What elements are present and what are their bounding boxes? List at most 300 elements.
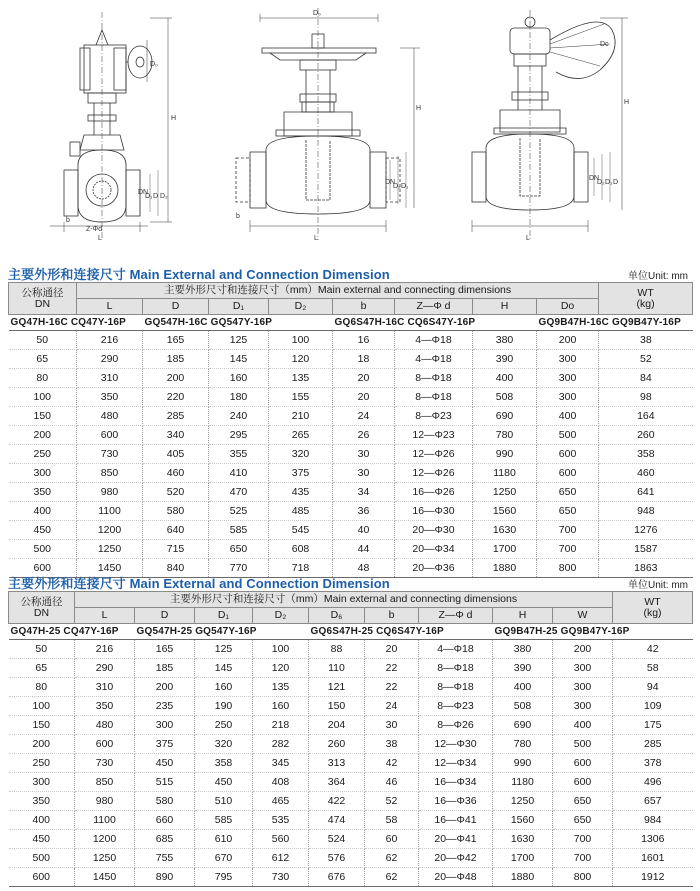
table-cell: 350 — [75, 697, 135, 716]
table-cell: 545 — [269, 521, 333, 540]
table-cell: 52 — [365, 792, 419, 811]
column-header: D — [143, 299, 209, 315]
table-cell: 375 — [269, 464, 333, 483]
table-cell: 380 — [473, 331, 537, 350]
table-cell: 390 — [473, 350, 537, 369]
section2-unit: 单位Unit: mm — [628, 580, 688, 591]
table-row — [9, 483, 693, 502]
table-cell: 500 — [537, 426, 599, 445]
table-cell: 16—Φ30 — [395, 502, 473, 521]
table-cell: 94 — [613, 678, 693, 697]
table-body — [9, 331, 693, 578]
label-dn-left: DN — [138, 189, 149, 196]
table-cell: 4—Φ18 — [419, 640, 493, 659]
table-cell: 160 — [195, 678, 253, 697]
table-cell: 364 — [309, 773, 365, 792]
label-dn-middle: DN — [385, 179, 396, 186]
table-cell: 500 — [9, 849, 75, 868]
table-cell: 410 — [209, 464, 269, 483]
table-cell: 20 — [365, 640, 419, 659]
table-cell: 58 — [613, 659, 693, 678]
table-cell: 20—Φ34 — [395, 540, 473, 559]
table-cell: 1630 — [493, 830, 553, 849]
table-cell: 600 — [9, 868, 75, 887]
table-cell: 20—Φ41 — [419, 830, 493, 849]
table-cell: 1912 — [613, 868, 693, 887]
column-headers — [9, 299, 693, 315]
drawing-right-valve — [472, 10, 629, 242]
label-d2-right: D₂ — [597, 179, 605, 186]
section1-header — [8, 264, 692, 282]
table-cell: 36 — [333, 502, 395, 521]
table-cell: 8—Φ26 — [419, 716, 493, 735]
table-cell: 150 — [309, 697, 365, 716]
table-cell: 235 — [135, 697, 195, 716]
table-cell: 422 — [309, 792, 365, 811]
dn-header-label: 公称通径 — [20, 595, 63, 608]
table-cell: 8—Φ18 — [395, 388, 473, 407]
table-cell: 216 — [77, 331, 143, 350]
table-cell: 1306 — [613, 830, 693, 849]
table-row — [9, 540, 693, 559]
table-cell: 600 — [553, 754, 613, 773]
table-cell: 496 — [613, 773, 693, 792]
table-row — [9, 369, 693, 388]
table-cell: 1880 — [473, 559, 537, 578]
model-label: GQ6S47H-16C CQ6S47Y-16P — [333, 315, 537, 331]
table-cell: 405 — [143, 445, 209, 464]
table-cell: 65 — [9, 659, 75, 678]
table-cell: 135 — [253, 678, 309, 697]
dn-header-sub: DN — [33, 606, 50, 619]
model-label: GQ547H-25 GQ547Y-16P — [135, 624, 309, 640]
table-cell: 8—Φ18 — [419, 678, 493, 697]
table-cell: 480 — [75, 716, 135, 735]
table-cell: 30 — [333, 445, 395, 464]
table-cell: 310 — [75, 678, 135, 697]
model-row — [9, 624, 693, 640]
table-cell: 164 — [599, 407, 693, 426]
table-cell: 150 — [9, 716, 75, 735]
table-cell: 218 — [253, 716, 309, 735]
table-cell: 435 — [269, 483, 333, 502]
column-header: b — [365, 608, 419, 624]
table-cell: 355 — [209, 445, 269, 464]
table-row — [9, 678, 693, 697]
column-header: b — [333, 299, 395, 315]
table-cell: 580 — [135, 792, 195, 811]
table-cell: 300 — [9, 464, 77, 483]
group-header: 主要外形尺寸和连接尺寸（mm）Main external and connecting dimensions — [77, 283, 599, 299]
table-cell: 610 — [195, 830, 253, 849]
table-row — [9, 388, 693, 407]
label-d0-left: D₀ — [150, 61, 158, 68]
table-cell: 1250 — [493, 792, 553, 811]
table-cell: 285 — [613, 735, 693, 754]
table-cell: 120 — [269, 350, 333, 369]
dn-header-label: 公称通径 — [21, 286, 64, 299]
table-cell: 358 — [195, 754, 253, 773]
table-cell: 24 — [333, 407, 395, 426]
dimension-table-2 — [8, 591, 693, 887]
table-cell: 612 — [253, 849, 309, 868]
model-label: GQ47H-16C CQ47Y-16P — [9, 315, 143, 331]
model-label: GQ47H-25 CQ47Y-16P — [9, 624, 135, 640]
table-cell: 465 — [253, 792, 309, 811]
table-cell: 450 — [9, 830, 75, 849]
table-row — [9, 502, 693, 521]
model-label: GQ9B47H-25 GQ9B47Y-16P — [493, 624, 693, 640]
table-cell: 350 — [9, 792, 75, 811]
table-cell: 220 — [143, 388, 209, 407]
table-cell: 600 — [75, 735, 135, 754]
table-cell: 204 — [309, 716, 365, 735]
table-cell: 20 — [333, 369, 395, 388]
table-cell: 718 — [269, 559, 333, 578]
table-cell: 52 — [599, 350, 693, 369]
column-header: D₆ — [309, 608, 365, 624]
table-cell: 300 — [537, 388, 599, 407]
table-cell: 600 — [553, 773, 613, 792]
table-cell: 641 — [599, 483, 693, 502]
table-cell: 600 — [537, 464, 599, 483]
table-cell: 240 — [209, 407, 269, 426]
table-cell: 200 — [9, 426, 77, 445]
wt-header-label: WT — [637, 286, 654, 299]
table-cell: 990 — [493, 754, 553, 773]
table-cell: 125 — [209, 331, 269, 350]
table-cell: 535 — [253, 811, 309, 830]
label-d-right: D — [613, 179, 619, 186]
table-row — [9, 659, 693, 678]
table-cell: 216 — [75, 640, 135, 659]
label-l-right: L — [526, 235, 530, 242]
label-h-right: H — [624, 99, 630, 106]
table-cell: 400 — [9, 811, 75, 830]
table-cell: 1250 — [77, 540, 143, 559]
label-h-middle: H — [416, 105, 422, 112]
table-cell: 65 — [9, 350, 77, 369]
table-cell: 185 — [135, 659, 195, 678]
table-cell: 310 — [77, 369, 143, 388]
table-cell: 657 — [613, 792, 693, 811]
table-cell: 650 — [553, 792, 613, 811]
column-header: Z—Φ d — [395, 299, 473, 315]
table-cell: 12—Φ26 — [395, 464, 473, 483]
table-cell: 608 — [269, 540, 333, 559]
dn-header — [9, 592, 75, 624]
table-cell: 470 — [209, 483, 269, 502]
table-row — [9, 331, 693, 350]
table-cell: 110 — [309, 659, 365, 678]
table-cell: 890 — [135, 868, 195, 887]
table-cell: 22 — [365, 678, 419, 697]
table-cell: 250 — [195, 716, 253, 735]
table-cell: 120 — [253, 659, 309, 678]
table-cell: 200 — [135, 678, 195, 697]
table-cell: 16—Φ26 — [395, 483, 473, 502]
table-cell: 8—Φ23 — [395, 407, 473, 426]
section1-unit: 单位Unit: mm — [628, 271, 688, 282]
table-cell: 165 — [143, 331, 209, 350]
table-cell: 400 — [493, 678, 553, 697]
table-cell: 250 — [9, 754, 75, 773]
table-cell: 840 — [143, 559, 209, 578]
table-cell: 20 — [333, 388, 395, 407]
table-cell: 1450 — [77, 559, 143, 578]
label-l-left: L — [98, 235, 102, 242]
table-cell: 84 — [599, 369, 693, 388]
table-cell: 990 — [473, 445, 537, 464]
table-cell: 400 — [553, 716, 613, 735]
table-cell: 60 — [365, 830, 419, 849]
table-cell: 300 — [553, 678, 613, 697]
label-d2-left: D₂ — [160, 193, 168, 200]
table-row — [9, 350, 693, 369]
table-cell: 1700 — [493, 849, 553, 868]
table-cell: 109 — [613, 697, 693, 716]
table-cell: 780 — [493, 735, 553, 754]
table-cell: 1100 — [77, 502, 143, 521]
table-cell: 510 — [195, 792, 253, 811]
table-cell: 62 — [365, 849, 419, 868]
table-cell: 300 — [553, 659, 613, 678]
table-row — [9, 754, 693, 773]
table-cell: 1630 — [473, 521, 537, 540]
table-row — [9, 426, 693, 445]
group-header: 主要外形尺寸和连接尺寸（mm）Main external and connecting dimensions — [75, 592, 613, 608]
table-cell: 525 — [209, 502, 269, 521]
table-cell: 480 — [77, 407, 143, 426]
label-zphid-left: Z-Φd — [86, 226, 103, 233]
table-cell: 160 — [253, 697, 309, 716]
table-cell: 1276 — [599, 521, 693, 540]
table-cell: 795 — [195, 868, 253, 887]
table-cell: 320 — [195, 735, 253, 754]
table-cell: 450 — [9, 521, 77, 540]
model-label: GQ547H-16C GQ547Y-16P — [143, 315, 333, 331]
column-header: D₂ — [269, 299, 333, 315]
table-cell: 50 — [9, 640, 75, 659]
table-cell: 640 — [143, 521, 209, 540]
table-cell: 600 — [9, 559, 77, 578]
model-row — [9, 315, 693, 331]
wt-header-label: WT — [644, 595, 661, 608]
table-cell: 8—Φ18 — [419, 659, 493, 678]
label-d1-left: D₁ — [145, 193, 153, 200]
table-cell: 380 — [493, 640, 553, 659]
table-cell: 20—Φ48 — [419, 868, 493, 887]
table-cell: 980 — [77, 483, 143, 502]
dn-header — [9, 283, 77, 315]
table-cell: 40 — [333, 521, 395, 540]
table-cell: 358 — [599, 445, 693, 464]
table-cell: 58 — [365, 811, 419, 830]
table-cell: 8—Φ18 — [395, 369, 473, 388]
column-header: D₁ — [209, 299, 269, 315]
drawing-left-valve — [50, 12, 176, 242]
table-cell: 670 — [195, 849, 253, 868]
table-cell: 250 — [9, 445, 77, 464]
table-cell: 12—Φ23 — [395, 426, 473, 445]
table-row — [9, 407, 693, 426]
table-cell: 46 — [365, 773, 419, 792]
table-cell: 22 — [365, 659, 419, 678]
table-cell: 30 — [365, 716, 419, 735]
table-row — [9, 464, 693, 483]
table-cell: 100 — [9, 388, 77, 407]
table-cell: 1200 — [75, 830, 135, 849]
table-cell: 700 — [553, 849, 613, 868]
table-cell: 948 — [599, 502, 693, 521]
table-cell: 600 — [77, 426, 143, 445]
table-cell: 50 — [9, 331, 77, 350]
table-cell: 1601 — [613, 849, 693, 868]
table-cell: 98 — [599, 388, 693, 407]
table-cell: 700 — [537, 521, 599, 540]
table-cell: 180 — [209, 388, 269, 407]
table-row — [9, 830, 693, 849]
table-cell: 175 — [613, 716, 693, 735]
table-cell: 378 — [613, 754, 693, 773]
table-row — [9, 849, 693, 868]
table-cell: 190 — [195, 697, 253, 716]
table-cell: 500 — [9, 540, 77, 559]
table-cell: 576 — [309, 849, 365, 868]
table-cell: 100 — [269, 331, 333, 350]
table-cell: 730 — [77, 445, 143, 464]
table-cell: 690 — [493, 716, 553, 735]
table-cell: 350 — [77, 388, 143, 407]
table-cell: 38 — [599, 331, 693, 350]
dn-header-sub: DN — [34, 297, 51, 310]
table-cell: 4—Φ18 — [395, 350, 473, 369]
table-cell: 1587 — [599, 540, 693, 559]
table-cell: 340 — [143, 426, 209, 445]
table-cell: 300 — [9, 773, 75, 792]
table-cell: 560 — [253, 830, 309, 849]
label-d1-middle: D₁ — [401, 183, 409, 190]
table-cell: 1560 — [473, 502, 537, 521]
table-cell: 515 — [135, 773, 195, 792]
table-row — [9, 521, 693, 540]
table-row — [9, 640, 693, 659]
table-cell: 48 — [333, 559, 395, 578]
table-cell: 200 — [143, 369, 209, 388]
table-cell: 585 — [195, 811, 253, 830]
label-b-left: b — [66, 217, 70, 224]
column-header: H — [473, 299, 537, 315]
table-cell: 200 — [9, 735, 75, 754]
table-cell: 12—Φ30 — [419, 735, 493, 754]
table-cell: 1880 — [493, 868, 553, 887]
table-cell: 20—Φ36 — [395, 559, 473, 578]
table-cell: 20—Φ30 — [395, 521, 473, 540]
column-headers — [9, 608, 693, 624]
table-cell: 155 — [269, 388, 333, 407]
column-header: Z—Φ d — [419, 608, 493, 624]
table-cell: 260 — [309, 735, 365, 754]
section2-title: 主要外形和连接尺寸 Main External and Connection Dimension — [8, 576, 390, 591]
table-cell: 200 — [553, 640, 613, 659]
table-cell: 390 — [493, 659, 553, 678]
label-d-left: D — [153, 193, 159, 200]
table-cell: 408 — [253, 773, 309, 792]
table-cell: 145 — [209, 350, 269, 369]
table-cell: 30 — [333, 464, 395, 483]
valve-drawings — [0, 0, 700, 262]
wt-header-unit: (kg) — [636, 297, 655, 310]
table-cell: 375 — [135, 735, 195, 754]
table-cell: 700 — [537, 540, 599, 559]
table-cell: 650 — [553, 811, 613, 830]
table-cell: 600 — [537, 445, 599, 464]
dimension-table-1 — [8, 282, 693, 578]
table-cell: 585 — [209, 521, 269, 540]
table-cell: 780 — [473, 426, 537, 445]
label-b-middle: b — [236, 213, 240, 220]
column-header: W — [553, 608, 613, 624]
table-cell: 16 — [333, 331, 395, 350]
table-cell: 300 — [553, 697, 613, 716]
table-cell: 42 — [613, 640, 693, 659]
table-cell: 16—Φ34 — [419, 773, 493, 792]
table-cell: 24 — [365, 697, 419, 716]
table-cell: 42 — [365, 754, 419, 773]
column-header: L — [75, 608, 135, 624]
table-cell: 1180 — [473, 464, 537, 483]
label-dc-right: Dc — [600, 41, 609, 48]
table-cell: 850 — [77, 464, 143, 483]
table-cell: 400 — [9, 502, 77, 521]
table-cell: 265 — [269, 426, 333, 445]
column-header: L — [77, 299, 143, 315]
table-row — [9, 697, 693, 716]
table-cell: 450 — [195, 773, 253, 792]
table-cell: 290 — [75, 659, 135, 678]
table-cell: 1180 — [493, 773, 553, 792]
table-cell: 984 — [613, 811, 693, 830]
table-cell: 20—Φ42 — [419, 849, 493, 868]
table-cell: 300 — [537, 350, 599, 369]
label-d2-middle: D₂ — [393, 183, 401, 190]
table-cell: 80 — [9, 678, 75, 697]
table-cell: 485 — [269, 502, 333, 521]
table-cell: 850 — [75, 773, 135, 792]
table-cell: 400 — [537, 407, 599, 426]
table-cell: 165 — [135, 640, 195, 659]
table-cell: 524 — [309, 830, 365, 849]
column-header: D — [135, 608, 195, 624]
table-cell: 715 — [143, 540, 209, 559]
wt-header — [599, 283, 693, 315]
table-cell: 1200 — [77, 521, 143, 540]
table-cell: 700 — [553, 830, 613, 849]
table-cell: 145 — [195, 659, 253, 678]
table-row — [9, 773, 693, 792]
model-label: GQ6S47H-25 CQ6S47Y-16P — [309, 624, 493, 640]
table-cell: 290 — [77, 350, 143, 369]
table-cell: 730 — [75, 754, 135, 773]
table-cell: 770 — [209, 559, 269, 578]
table-cell: 295 — [209, 426, 269, 445]
table-row — [9, 716, 693, 735]
table-body — [9, 640, 693, 887]
table-cell: 185 — [143, 350, 209, 369]
table-cell: 650 — [537, 483, 599, 502]
table-cell: 730 — [253, 868, 309, 887]
table-cell: 16—Φ41 — [419, 811, 493, 830]
